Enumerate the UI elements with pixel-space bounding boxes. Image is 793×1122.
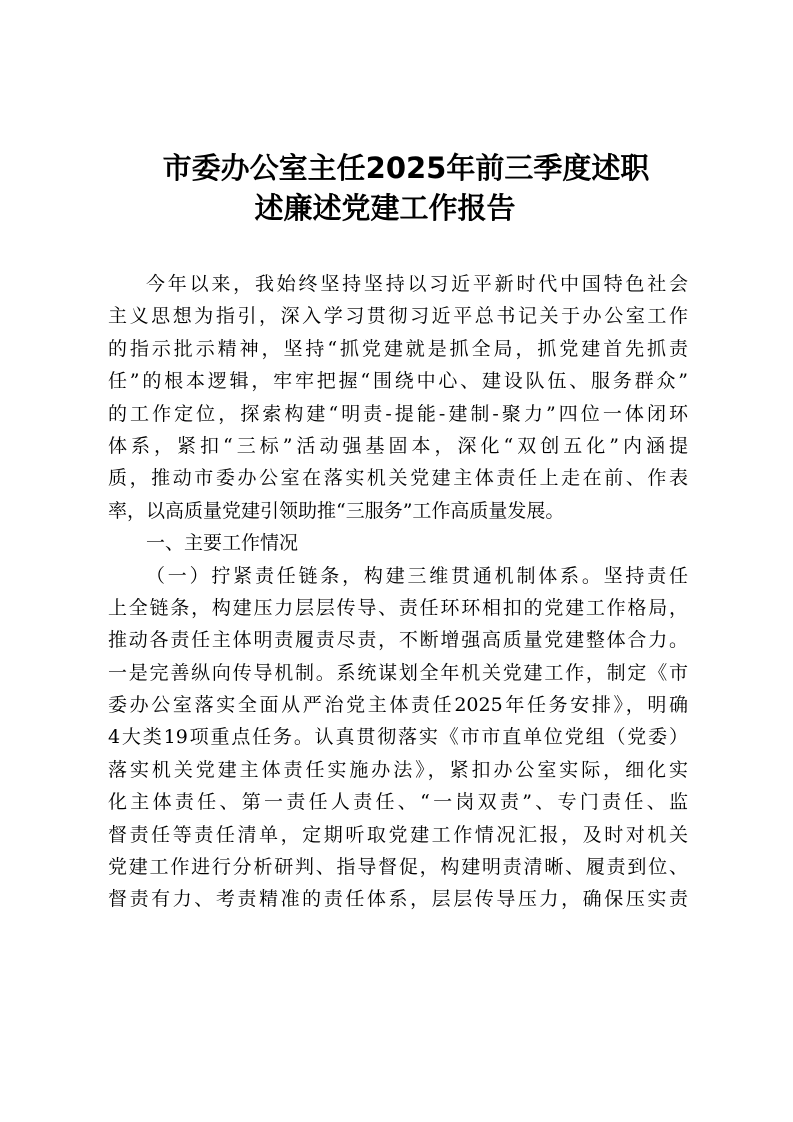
paragraph-line: 上全链条，构建压力层层传导、责任环环相扣的党建工作格局，	[108, 596, 688, 619]
paragraph-line: 一是完善纵向传导机制。系统谋划全年机关党建工作，制定《市	[108, 661, 688, 684]
paragraph-line: 任”的根本逻辑，牢牢把握“围绕中心、建设队伍、服务群众”	[108, 370, 688, 393]
paragraph-line: 督责有力、考责精准的责任体系，层层传导压力，确保压实责	[108, 888, 688, 911]
paragraph-line: 化主体责任、第一责任人责任、“一岗双责”、专门责任、监	[108, 791, 688, 814]
paragraph-line: 今年以来，我始终坚持坚持以习近平新时代中国特色社会	[146, 273, 688, 295]
paragraph-line: 主义思想为指引，深入学习贯彻习近平总书记关于办公室工作	[108, 305, 688, 328]
paragraph-line: 率，以高质量党建引领助推“三服务”工作高质量发展。	[108, 499, 565, 522]
section-heading: 一、主要工作情况	[146, 532, 299, 555]
paragraph-line: （一）拧紧责任链条，构建三维贯通机制体系。坚持责任	[146, 564, 688, 587]
report-title	[100, 148, 700, 228]
paragraph-line: 推动各责任主体明责履责尽责，不断增强高质量党建整体合力。	[108, 629, 688, 652]
paragraph-line: 委办公室落实全面从严治党主体责任2025年任务安排》，明确	[108, 694, 688, 717]
paragraph-line: 督责任等责任清单，定期听取党建工作情况汇报，及时对机关	[108, 823, 688, 846]
paragraph-line: 党建工作进行分析研判、指导督促，构建明责清晰、履责到位、	[108, 856, 688, 879]
paragraph-line: 的工作定位，探索构建“明责-提能-建制-聚力”四位一体闭环	[108, 402, 688, 425]
paragraph-line: 4大类19项重点任务。认真贯彻落实《市市直单位党组（党委）	[108, 726, 688, 749]
title-line-2: 述廉述党建工作报告	[254, 191, 516, 225]
paragraph-line: 体系，紧扣“三标”活动强基固本，深化“双创五化”内涵提	[108, 434, 688, 457]
paragraph-line: 质，推动市委办公室在落实机关党建主体责任上走在前、作表	[108, 467, 688, 490]
title-line-1: 市委办公室主任2025年前三季度述职	[162, 151, 650, 185]
paragraph-line: 落实机关党建主体责任实施办法》，紧扣办公室实际，细化实	[108, 758, 688, 781]
report-body	[108, 268, 688, 916]
paragraph-line: 的指示批示精神，坚持“抓党建就是抓全局，抓党建首先抓责	[108, 337, 688, 360]
